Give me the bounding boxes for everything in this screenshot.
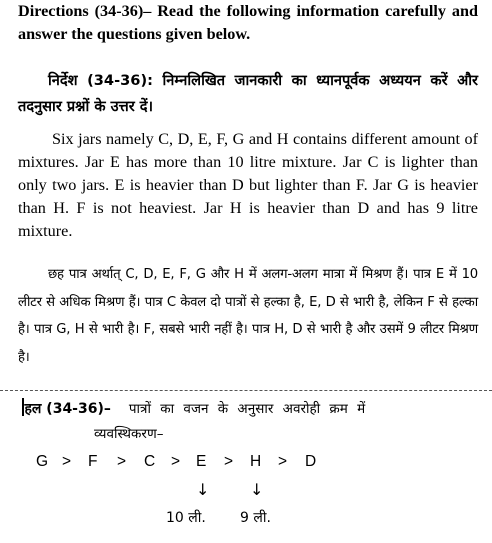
order-gt-2: > — [117, 453, 127, 470]
solution-text-line2: व्यवस्थिकरण– — [94, 426, 164, 442]
order-gt-3: > — [171, 453, 181, 470]
order-jar-c: C — [144, 453, 156, 470]
weight-order-row — [0, 453, 492, 477]
puzzle-paragraph-english: Six jars namely C, D, E, F, G and H contains different amount of mixtures. Jar E has more than 10 litre mixture. Jar C is lighter than only two jars. E is heavier than D but lighter than F. Jar G is heavier than H. F is not heaviest. Jar H is heavier than D and has 9 litre mixture. — [18, 130, 478, 240]
order-gt-5: > — [278, 453, 288, 470]
down-arrow-icon: ↓ — [196, 480, 210, 499]
directions-english: Directions (34-36)– Read the following information carefully and answer the questions given below. — [18, 2, 478, 43]
order-jar-e: E — [196, 453, 207, 470]
solution-text-line1: पात्रों का वजन के अनुसार अवरोही क्रम में — [128, 401, 366, 417]
text-cursor — [22, 398, 24, 416]
order-jar-g: G — [36, 453, 49, 470]
directions-hindi: निर्देश (34-36): निम्नलिखित जानकारी का ध्यानपूर्वक अध्ययन करें और तदनुसार प्रश्नों के उत्तर दें। — [18, 72, 478, 115]
section-divider — [0, 390, 492, 391]
order-jar-h: H — [250, 453, 262, 470]
order-gt-4: > — [224, 453, 234, 470]
solution-heading — [22, 396, 482, 422]
quantity-jar-h: 9 ली. — [240, 510, 271, 526]
order-jar-d: D — [305, 453, 317, 470]
down-arrow-icon: ↓ — [250, 480, 264, 499]
solution-label: हल (34-36)– — [24, 401, 111, 417]
puzzle-paragraph-hindi: छह पात्र अर्थात् C, D, E, F, G और H में अलग-अलग मात्रा में मिश्रण हैं। पात्र E में 10 लीटर से अधिक मिश्रण हैं। पात्र C केवल दो पात्रों से हल्का है, E, D से भारी है, लेकिन F से हल्का है। पात्र G, H से भारी है। F, सबसे भारी नहीं है। पात्र H, D से भारी है और उसमें 9 लीटर मिश्रण है। — [18, 267, 478, 365]
quantity-jar-e: 10 ली. — [166, 510, 206, 526]
order-jar-f: F — [88, 453, 98, 470]
order-gt-1: > — [62, 453, 72, 470]
